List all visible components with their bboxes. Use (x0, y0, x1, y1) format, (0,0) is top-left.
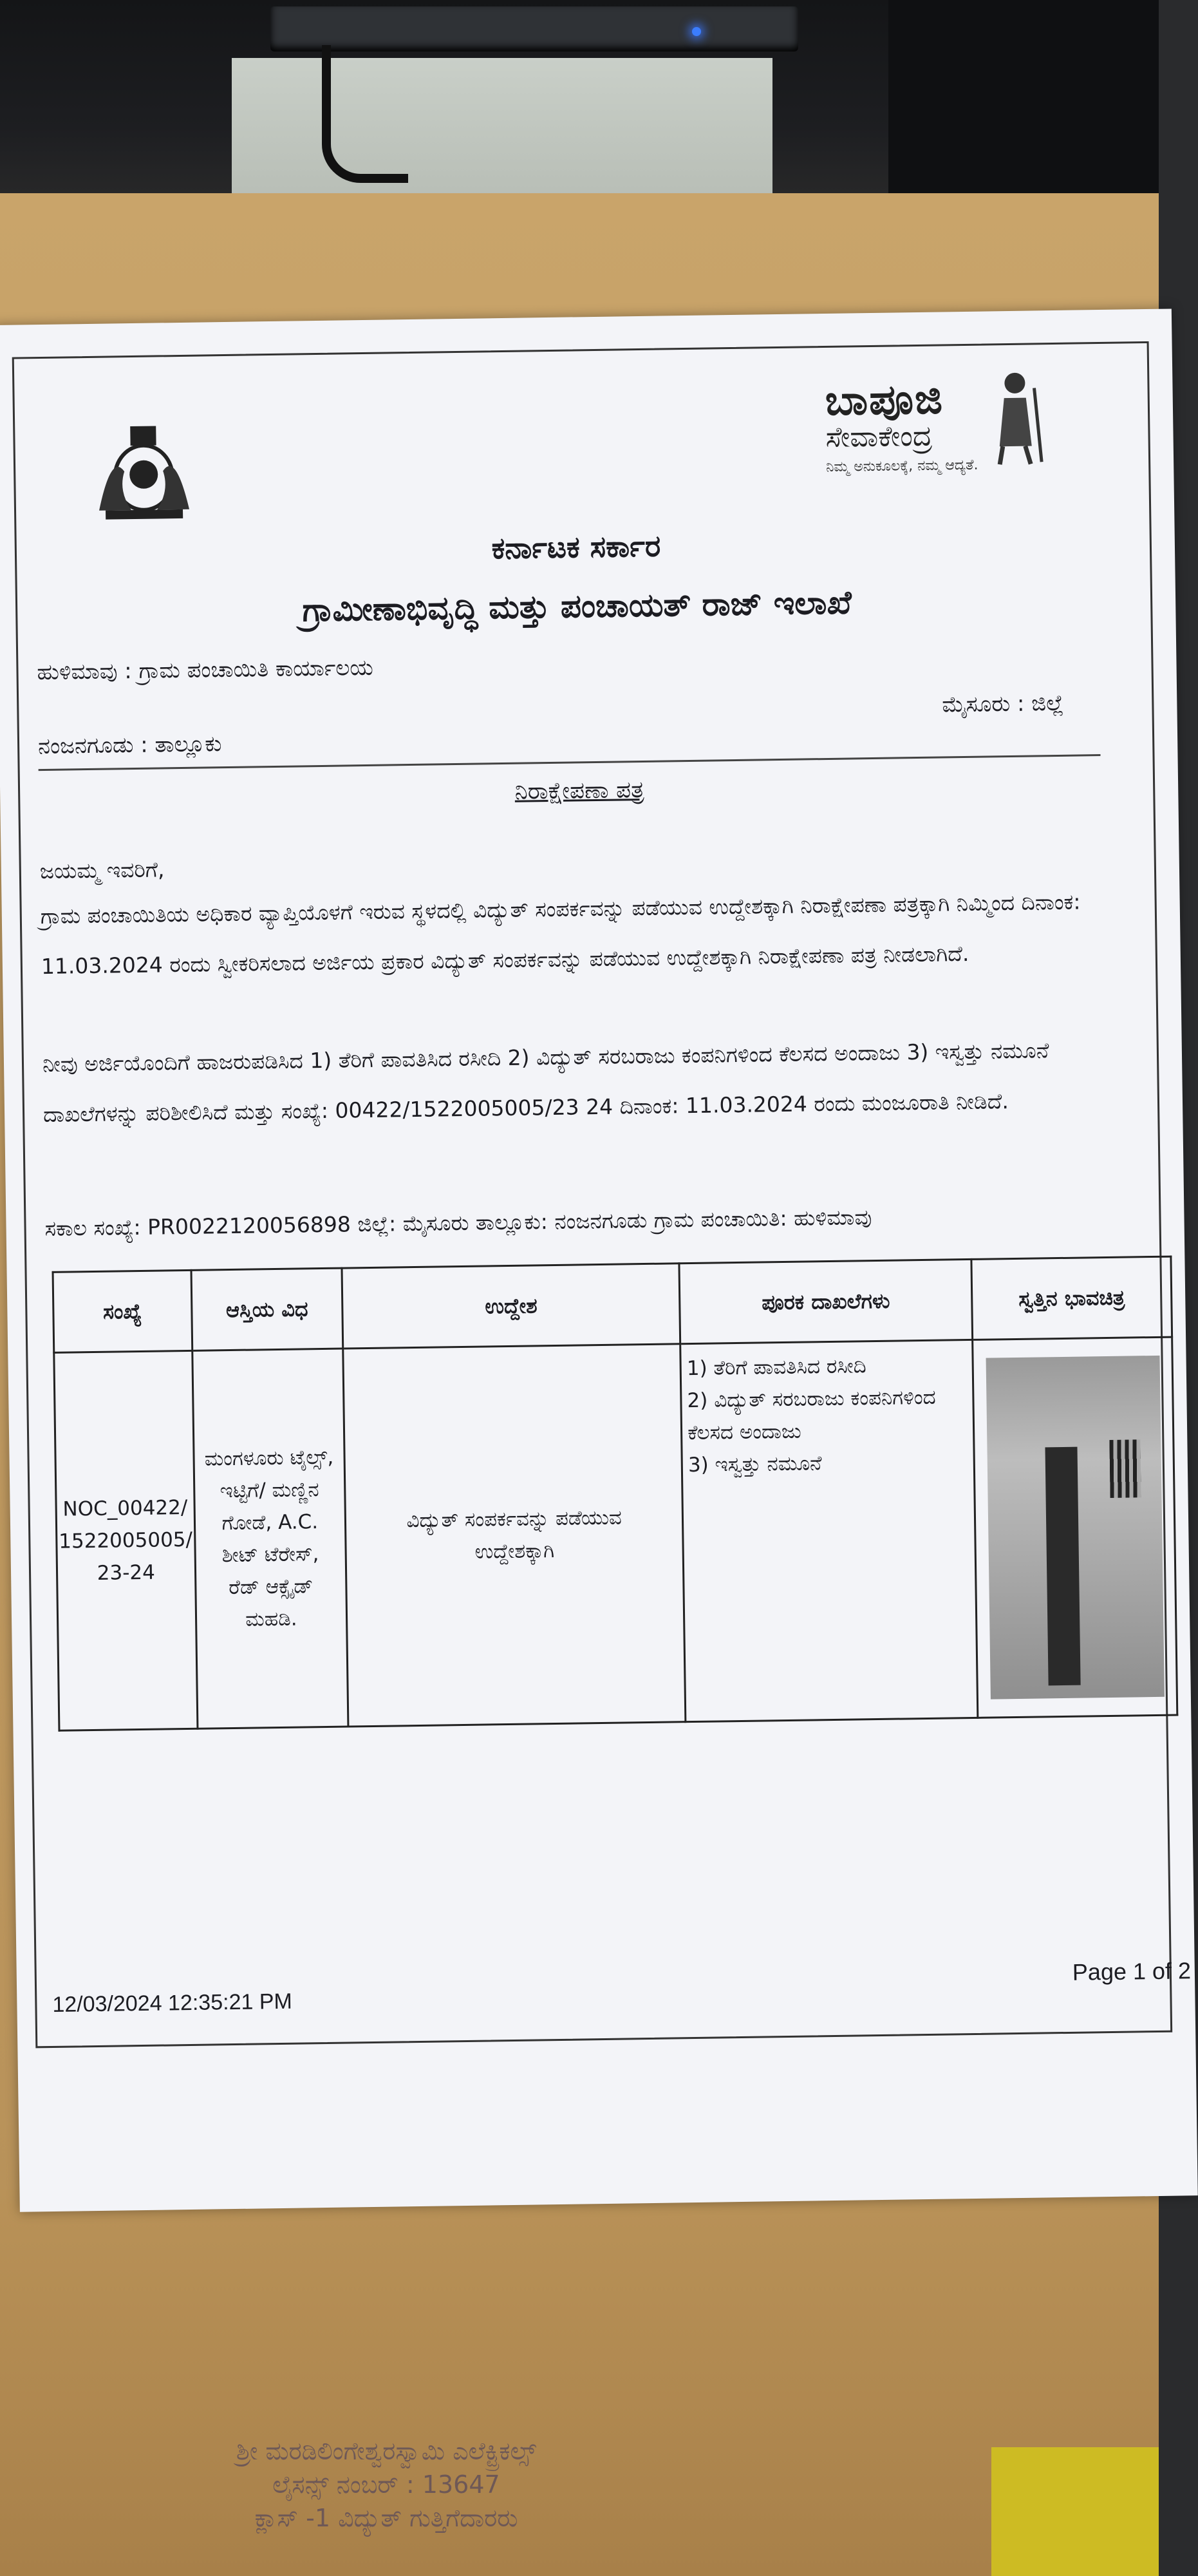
photo-window (1109, 1439, 1141, 1498)
paragraph-1: ಗ್ರಾಮ ಪಂಚಾಯಿತಿಯ ಅಧಿಕಾರ ವ್ಯಾಪ್ತಿಯೊಳಗೆ ಇರುವ ಸ್ಥಳದಲ್ಲಿ ವಿದ್ಯುತ್ ಸಂಪರ್ಕವನ್ನು ಪಡೆಯುವ ಉದ್ದೇಶಕ್ಕಾಗಿ ನಿರಾಕ್ಷೇಪಣಾ ಪತ್ರಕ್ಕಾಗಿ ನಿಮ್ಮಿಂದ ದಿನಾಂಕ: 11.03.2024 ರಂದು ಸ್ವೀಕರಿಸಲಾದ ಅರ್ಜಿಯ ಪ್ರಕಾರ ವಿದ್ಯುತ್ ಸಂಪರ್ಕವನ್ನು ಪಡೆಯುವ ಉದ್ದೇಶಕ್ಕಾಗಿ ನಿರಾಕ್ಷೇಪಣಾ ಪತ್ರ ನೀಡಲಾಗಿದೆ. (40, 889, 1081, 980)
supporting-documents (680, 1340, 978, 1721)
stamp-line: ಕ್ಲಾಸ್ -1 ವಿದ್ಯುತ್ ಗುತ್ತಿಗೆದಾರರು (254, 2504, 518, 2532)
contractor-stamp (97, 2434, 676, 2576)
logo-name-line1: ಬಾಪೂಜಿ (825, 375, 944, 425)
document-item: 3) ಇಸ್ವತ್ತು ನಮೂನೆ (688, 1452, 822, 1477)
column-header: ಆಸ್ತಿಯ ವಿಧ (191, 1268, 343, 1350)
table-row (54, 1337, 1177, 1730)
noc-number: NOC_00422/1522005005/23-24 (54, 1350, 198, 1730)
column-header: ಸ್ವತ್ತಿನ ಭಾವಚಿತ್ರ (971, 1256, 1172, 1340)
power-led-icon (692, 27, 701, 36)
property-photo (986, 1356, 1164, 1700)
document-item: 1) ತೆರಿಗೆ ಪಾವತಿಸಿದ ರಸೀದಿ (686, 1354, 866, 1381)
government-name: ಕರ್ನಾಟಕ ಸರ್ಕಾರ (491, 528, 661, 566)
noc-document (0, 308, 1198, 2211)
purpose: ವಿದ್ಯುತ್ ಸಂಪರ್ಕವನ್ನು ಪಡೆಯುವ ಉದ್ದೇಶಕ್ಕಾಗಿ (343, 1344, 686, 1727)
photo-door (1045, 1447, 1080, 1686)
sakala-reference: ಸಕಾಲ ಸಂಖ್ಯೆ: PR0022120056898 ಜಿಲ್ಲೆ: ಮೈಸೂರು ತಾಲ್ಲೂಕು: ನಂಜನಗೂಡು ಗ್ರಾಮ ಪಂಚಾಯಿತಿ: ಹುಳಿಮಾವು (44, 1204, 872, 1242)
stamp-line: ಶ್ರೀ ಮರಡಿಲಿಂಗೇಶ್ವರಸ್ವಾಮಿ ಎಲೆಕ್ಟ್ರಿಕಲ್ಸ್ (236, 2437, 537, 2465)
document-title: ನಿರಾಕ್ಷೇಪಣಾ ಪತ್ರ (514, 776, 644, 805)
dark-area (888, 0, 1159, 193)
district-label: ಮೈಸೂರು : ಜಿಲ್ಲೆ (942, 690, 1064, 718)
panchayat-office: ಹುಳಿಮಾವು : ಗ್ರಾಮ ಪಂಚಾಯಿತಿ ಕಾರ್ಯಾಲಯ (37, 654, 374, 686)
wall-background (232, 58, 772, 206)
paragraph-2: ನೀವು ಅರ್ಜಿಯೊಂದಿಗೆ ಹಾಜರುಪಡಿಸಿದ 1) ತೆರಿಗೆ ಪಾವತಿಸಿದ ರಸೀದಿ 2) ವಿದ್ಯುತ್ ಸರಬರಾಜು ಕಂಪನಿಗಳಿಂದ ಕೆಲಸದ ಅಂದಾಜು 3) ಇಸ್ವತ್ತು ನಮೂನೆ ದಾಖಲೆಗಳನ್ನು ಪರಿಶೀಲಿಸಿದೆ ಮತ್ತು ಸಂಖ್ಯೆ: 00422/1522005005/23 24 ದಿನಾಂಕ: 11.03.2024 ರಂದು ಮಂಜೂರಾತಿ ನೀಡಿದೆ. (42, 1037, 1049, 1128)
department-name: ಗ್ರಾಮೀಣಾಭಿವೃದ್ಧಿ ಮತ್ತು ಪಂಚಾಯತ್ ರಾಜ್ ಇಲಾಖೆ (302, 583, 852, 629)
noc-details-table (52, 1256, 1179, 1732)
logo-name-line2: ಸೇವಾಕೇಂದ್ರ (825, 419, 933, 454)
gandhi-figure-icon (979, 368, 1051, 466)
print-timestamp: 12/03/2024 12:35:21 PM (52, 1989, 293, 2017)
property-photo-cell (973, 1337, 1177, 1718)
table-header-row (53, 1256, 1172, 1352)
karnataka-emblem-icon (79, 412, 209, 524)
property-type: ಮಂಗಳೂರು ಟೈಲ್ಸ್, ಇಟ್ಟಿಗೆ/ ಮಣ್ಣಿನ ಗೋಡೆ, A.C. ಶೀಟ್ ಟೆರೇಸ್, ರೆಡ್ ಆಕ್ಸೈಡ್ ಮಹಡಿ. (192, 1349, 348, 1728)
column-header: ಪೂರಕ ದಾಖಲೆಗಳು (679, 1259, 973, 1343)
cable (322, 45, 408, 183)
document-item: 2) ವಿದ್ಯುತ್ ಸರಬರಾಜು ಕಂಪನಿಗಳಿಂದ ಕೆಲಸದ ಅಂದಾಜು (687, 1385, 936, 1445)
column-header: ಉದ್ದೇಶ (342, 1264, 680, 1349)
taluk-label: ನಂಜನಗೂಡು : ತಾಲ್ಲೂಕು (37, 731, 222, 760)
salutation: ಜಯಮ್ಮ ಇವರಿಗೆ, (39, 857, 165, 884)
logo-tagline: ನಿಮ್ಮ ಅನುಕೂಲಕ್ಕೆ, ನಮ್ಮ ಆದ್ಯತೆ. (826, 457, 978, 475)
yellow-object (991, 2447, 1159, 2576)
column-header: ಸಂಖ್ಯೆ (53, 1270, 192, 1352)
page-number: Page 1 of 2 (1072, 1957, 1192, 1985)
stamp-line: ಲೈಸನ್ಸ್ ನಂಬರ್ : 13647 (272, 2470, 500, 2499)
